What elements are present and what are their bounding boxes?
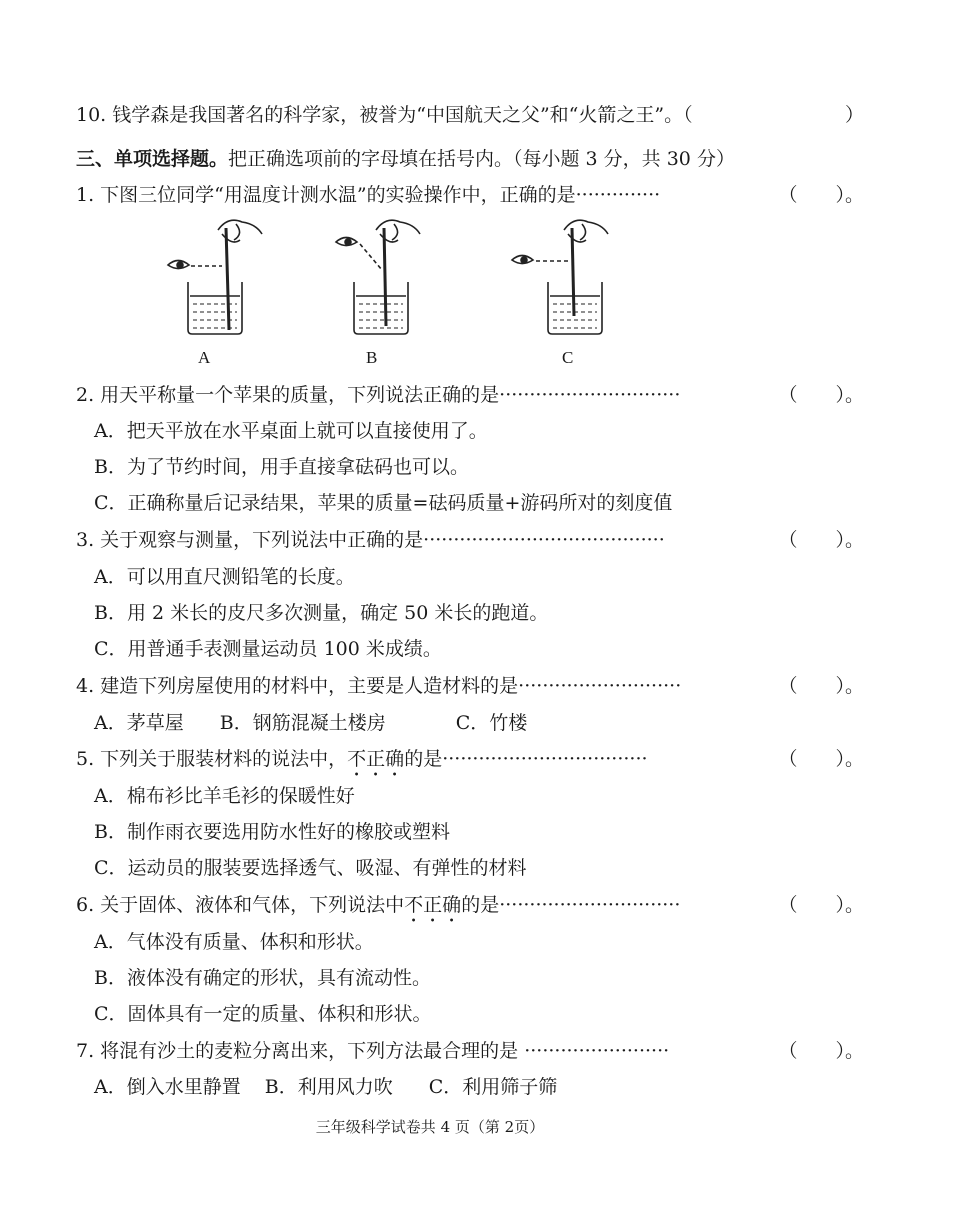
question-1 — [0, 178, 936, 212]
question-3 — [0, 523, 936, 557]
beaker-icon — [354, 282, 408, 334]
leader-dots: ······························ — [499, 894, 681, 916]
answer-paren: ） — [844, 104, 864, 126]
panel-c-illustration — [512, 220, 608, 334]
option-b: B．利用风力吹 — [264, 1076, 393, 1098]
option-c: C．利用筛子筛 — [428, 1076, 558, 1098]
leader-dots: ······························ — [499, 384, 681, 406]
option-b: B．液体没有确定的形状，具有流动性。 — [94, 967, 431, 989]
leader-dots: ··························· — [518, 675, 682, 697]
leader-dots: ········································ — [423, 529, 665, 551]
figure-label-a: A — [198, 348, 211, 367]
question-10 — [0, 98, 936, 132]
option-a: A．可以用直尺测铅笔的长度。 — [94, 566, 355, 588]
thermometer-icon — [572, 228, 574, 316]
section-instructions: 把正确选项前的字母填在括号内。（每小题 3 分，共 30 分） — [228, 148, 735, 170]
page-footer: 三年级科学试卷共 4 页（第 2页） — [315, 1118, 545, 1136]
option-b: B．用 2 米长的皮尺多次测量，确定 50 米长的跑道。 — [94, 602, 549, 624]
question-stem: 7. 将混有沙土的麦粒分离出来，下列方法最合理的是 — [76, 1040, 525, 1062]
option-b: B．钢筋混凝土楼房 — [219, 712, 386, 734]
option-c: C．固体具有一定的质量、体积和形状。 — [94, 1003, 432, 1025]
option-c: C．竹楼 — [455, 712, 528, 734]
question-emphasis: 不正确 — [404, 894, 462, 916]
leader-dots: ·································· — [442, 748, 648, 770]
option-b: B．制作雨衣要选用防水性好的橡胶或塑料 — [94, 821, 450, 843]
question-stem-b: 的是 — [404, 748, 443, 770]
option-a: A．把天平放在水平桌面上就可以直接使用了。 — [94, 420, 488, 442]
question-stem-a: 6. 关于固体、液体和气体，下列说法中 — [76, 894, 405, 916]
question-7 — [0, 1034, 936, 1068]
answer-paren: （ ）。 — [778, 748, 864, 770]
option-a: A．棉布衫比羊毛衫的保暖性好 — [94, 785, 355, 807]
question-stem: 3. 关于观察与测量，下列说法中正确的是 — [76, 529, 424, 551]
thermometer-figure — [0, 212, 860, 377]
answer-paren: （ ）。 — [778, 1040, 864, 1062]
question-4 — [0, 669, 936, 703]
panel-b-illustration — [336, 220, 420, 334]
option-a: A．倒入水里静置 — [94, 1076, 241, 1098]
section-title: 三、单项选择题。 — [76, 148, 229, 170]
option-b: B．为了节约时间，用手直接拿砝码也可以。 — [94, 456, 469, 478]
option-a: A．气体没有质量、体积和形状。 — [94, 931, 374, 953]
question-6 — [0, 888, 936, 922]
question-stem-a: 5. 下列关于服装材料的说法中， — [76, 748, 348, 770]
question-2 — [0, 378, 936, 412]
panel-a-illustration — [168, 220, 262, 334]
leader-dots: ·············· — [575, 184, 661, 206]
question-stem-b: 的是 — [461, 894, 500, 916]
beaker-icon — [188, 282, 242, 334]
answer-paren: （ ）。 — [778, 529, 864, 551]
answer-paren: （ ）。 — [778, 184, 864, 206]
options-row — [0, 1070, 954, 1104]
answer-paren: （ ）。 — [778, 675, 864, 697]
leader-dots: ························ — [524, 1040, 670, 1062]
thermometer-icon — [384, 228, 386, 326]
option-c: C．运动员的服装要选择透气、吸湿、有弹性的材料 — [94, 857, 527, 879]
option-a: A．茅草屋 — [94, 712, 184, 734]
options-row — [0, 706, 954, 740]
question-stem: 4. 建造下列房屋使用的材料中，主要是人造材料的是 — [76, 675, 519, 697]
answer-paren: （ ）。 — [778, 384, 864, 406]
question-stem: 2. 用天平称量一个苹果的质量，下列说法正确的是 — [76, 384, 500, 406]
section-3-heading — [0, 142, 936, 176]
option-c: C．正确称量后记录结果，苹果的质量=砝码质量+游码所对的刻度值 — [94, 492, 673, 514]
option-c: C．用普通手表测量运动员 100 米成绩。 — [94, 638, 442, 660]
figure-label-b: B — [366, 348, 378, 367]
figure-label-c: C — [562, 348, 574, 367]
question-10-text: 10. 钱学森是我国著名的科学家，被誉为“中国航天之父”和“火箭之王”。（ — [76, 104, 693, 126]
question-stem: 1. 下图三位同学“用温度计测水温”的实验操作中，正确的是 — [76, 184, 576, 206]
question-5 — [0, 742, 936, 776]
question-emphasis: 不正确 — [347, 748, 405, 770]
answer-paren: （ ）。 — [778, 894, 864, 916]
thermometer-icon — [226, 228, 229, 330]
